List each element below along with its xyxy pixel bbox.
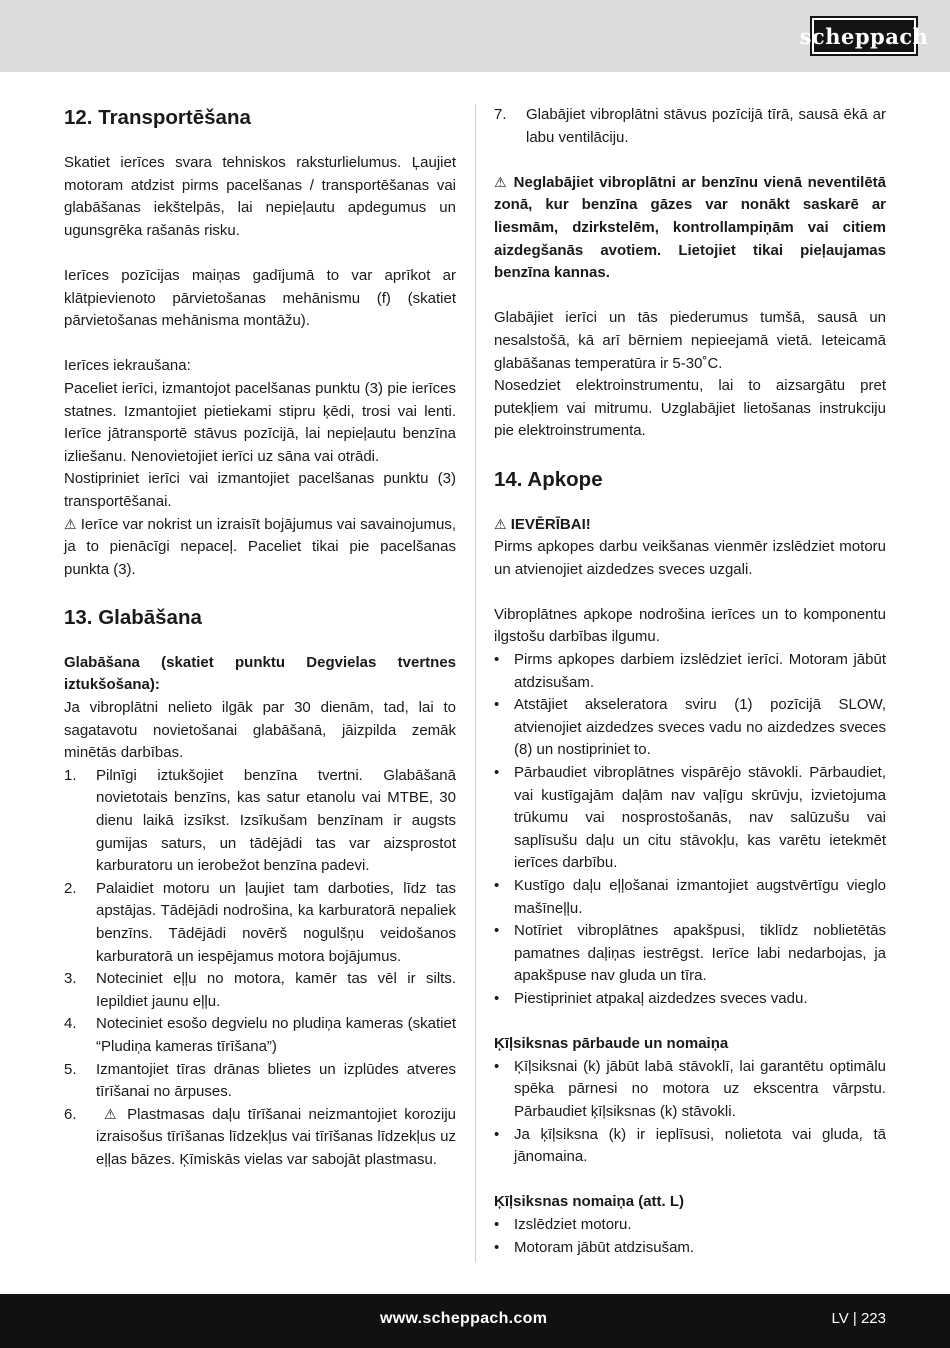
list-item: • Ķīļsiksnai (k) jābūt labā stāvoklī, lai garantētu optimālu spēka pārnesi no motora uz ekscentra vārpstu. Pārbaudiet ķīļsiksnas (k) stāvokli. [494,1057,886,1120]
s12-loading-label: Ierīces iekraušana: [64,357,191,375]
page-number: LV | 223 [831,1310,886,1327]
list-item: • Kustīgo daļu eļļošanai izmantojiet augstvērtīgu vieglo mašīneļļu. [494,877,886,917]
list-item: • Izslēdziet motoru. [494,1215,632,1233]
s12-paragraph-4: Nostipriniet ierīci vai izmantojiet pacelšanas punktu (3) transportēšanai. [64,470,456,510]
section-12-title: 12. Transportēšana [64,106,251,129]
list-item: • Pārbaudiet vibroplātnes vispārējo stāvokli. Pārbaudiet, vai kustīgajām daļām nav vaļīgu skrūvju, izvietojuma trūkumu vai nosprostošanās, nav salūzušu vai saplīsušu daļu un citu stāvokļu, kas varētu ietekmēt ierīces darbību. [494,764,886,872]
s14-paragraph-2: Vibroplātnes apkope nodrošina ierīces un to komponentu ilgstošu darbības ilgumu. [494,605,886,646]
maintenance-list [494,649,886,1011]
list-item: • Ja ķīļsiksna (k) ir ieplīsusi, nolietota vai gluda, tā jānomaina. [494,1125,886,1166]
storage-steps-continued [494,104,886,149]
list-item: 5. Izmantojiet tīras drānas blietes un izplūdes atveres tīrīšanai no ārpuses. [64,1060,456,1101]
storage-paragraph-2: Nosedziet elektroinstrumentu, lai to aizsargātu pret putekļiem vai mitrumu. Uzglabājiet lietošanas instrukciju pie elektroinstrumenta. [494,377,886,440]
s13-subtitle: Glabāšana (skatiet punktu Degvielas tvertnes iztukšošana): [64,653,456,694]
s12-paragraph-2: Ierīces pozīcijas maiņas gadījumā to var aprīkot ar klātpievienoto pārvietošanas mehānismu (f) (skatiet pārvietošanas mehānisma montāžu). [64,266,456,330]
storage-warning [494,172,886,285]
list-item: • Piestipriniet atpakaļ aizdedzes sveces vadu. [494,989,808,1007]
list-item: • Pirms apkopes darbiem izslēdziet ierīci. Motoram jābūt atdzisušam. [494,651,886,691]
list-item: • Motoram jābūt atdzisušam. [494,1238,695,1256]
left-column [64,104,456,1172]
belt-check-list [494,1056,886,1169]
section-13-title: 13. Glabāšana [64,605,202,629]
s12-paragraph-1: Skatiet ierīces svara tehniskos raksturlielumus. Ļaujiet motoram atdzist pirms pacelšanas / transportēšanas vai glabāšanas iekštelpās, lai nepieļautu apdegumus un ugunsgrēka rašanās risku. [64,154,456,239]
list-item: 3. Noteciniet eļļu no motora, kamēr tas vēl ir silts. Iepildiet jaunu eļļu. [64,970,456,1010]
list-item: 1. Pilnīgi iztukšojiet benzīna tvertni. Glabāšanā novietotais benzīns, kas satur etanolu vai MTBE, 30 dienu laikā izsīkst. Izsīkušam benzīnam ir augsts gumijas saturs, un tādējādi tas var aizsprostot karburatoru un ierobežot benzīna padevi. [64,766,456,875]
warning-icon: ⚠ [64,516,77,533]
s12-warning-paragraph [64,514,456,582]
scheppach-logo [799,16,929,56]
s14-paragraph-1: Pirms apkopes darbu veikšanas vienmēr izslēdziet motoru un atvienojiet aizdedzes sveces uzgali. [494,538,886,578]
warning-icon: ⚠ [494,174,509,191]
right-column [494,104,886,1259]
list-item: • Notīriet vibroplātnes apakšpusi, tiklīdz noblietētās pamatnes daļiņas iestrēgst. Ierīce labi nedarbojas, ja apakšpuse nav gluda un tīra. [494,922,886,985]
section-14-title: 14. Apkope [494,467,603,491]
belt-replace-title: Ķīļsiksnas nomaiņa (att. L) [494,1193,685,1211]
footer-url: www.scheppach.com [380,1310,548,1327]
column-divider [475,104,476,1262]
list-item: 7. Glabājiet vibroplātni stāvus pozīcijā tīrā, sausā ēkā ar labu ventilāciju. [494,106,886,146]
header-band [0,0,950,72]
footer-band [0,1294,950,1348]
warning-icon: ⚠ [494,516,507,533]
belt-replace-list [494,1214,886,1259]
attention-label: ⚠ IEVĒRĪBAI! [494,515,591,533]
s12-warning-text: Ierīce var nokrist un izraisīt bojājumus vai savainojumus, ja to pienācīgi nepaceļ. Paceliet tikai pie pacelšanas punkta (3). [64,515,457,578]
list-item: 4. Noteciniet esošo degvielu no pludiņa kameras (skatiet “Pludiņa kameras tīrīšana”) [64,1015,456,1055]
s12-paragraph-3: Paceliet ierīci, izmantojot pacelšanas punktu (3) pie ierīces statnes. Izmantojiet pietiekami stipru ķēdi, trosi vai lenti. Ierīce jātransportē stāvus pozīcijā, lai nepieļautu benzīna izliešanu. Nenovietojiet ierīci uz sāna vai otrādi. [64,379,456,465]
storage-steps-list [64,765,456,1172]
list-item: 6. ⚠ Plastmasas daļu tīrīšanai neizmantojiet koroziju izraisošus tīrīšanas līdzekļus vai tīrīšanas līdzekļus uz eļļas bāzes. Ķīmiskās vielas var sabojāt plastmasu. [64,1105,456,1168]
storage-warning-text: Neglabājiet vibroplātni ar benzīnu vienā neventilētā zonā, kur benzīna gāzes var nonākt saskarē ar liesmām, dzirkstelēm, kontrollampiņām vai citiem aizdegšanās avotiem. Lietojiet tikai pieļaujamas benzīna kannas. [494,173,886,282]
warning-icon: ⚠ [104,1106,120,1123]
s13-intro: Ja vibroplātni nelieto ilgāk par 30 dienām, tad, lai to sagatavotu novietošanai glabāšanā, jāizpilda zemāk minētās darbības. [64,699,456,762]
list-item: 2. Palaidiet motoru un ļaujiet tam darboties, līdz tas apstājas. Tādējādi nodrošina, ka karburatorā nepaliek benzīns. Tādējādi novērš nogulšņu veidošanos karburatorā un iespējamus motora bojājumus. [64,879,456,965]
list-item: • Atstājiet akseleratora sviru (1) pozīcijā SLOW, atvienojiet aizdedzes sveces vadu no aizdedzes sveces (8) un nostipriniet to. [494,696,886,759]
storage-paragraph-1: Glabājiet ierīci un tās piederumus tumšā, sausā un nesalstošā, kā arī bērniem nepieejamā vietā. Ieteicamā glabāšanas temperatūra ir 5-30˚C. [494,309,886,372]
belt-check-title: Ķīļsiksnas pārbaude un nomaiņa [494,1035,729,1053]
logo-text: scheppach [799,23,929,49]
